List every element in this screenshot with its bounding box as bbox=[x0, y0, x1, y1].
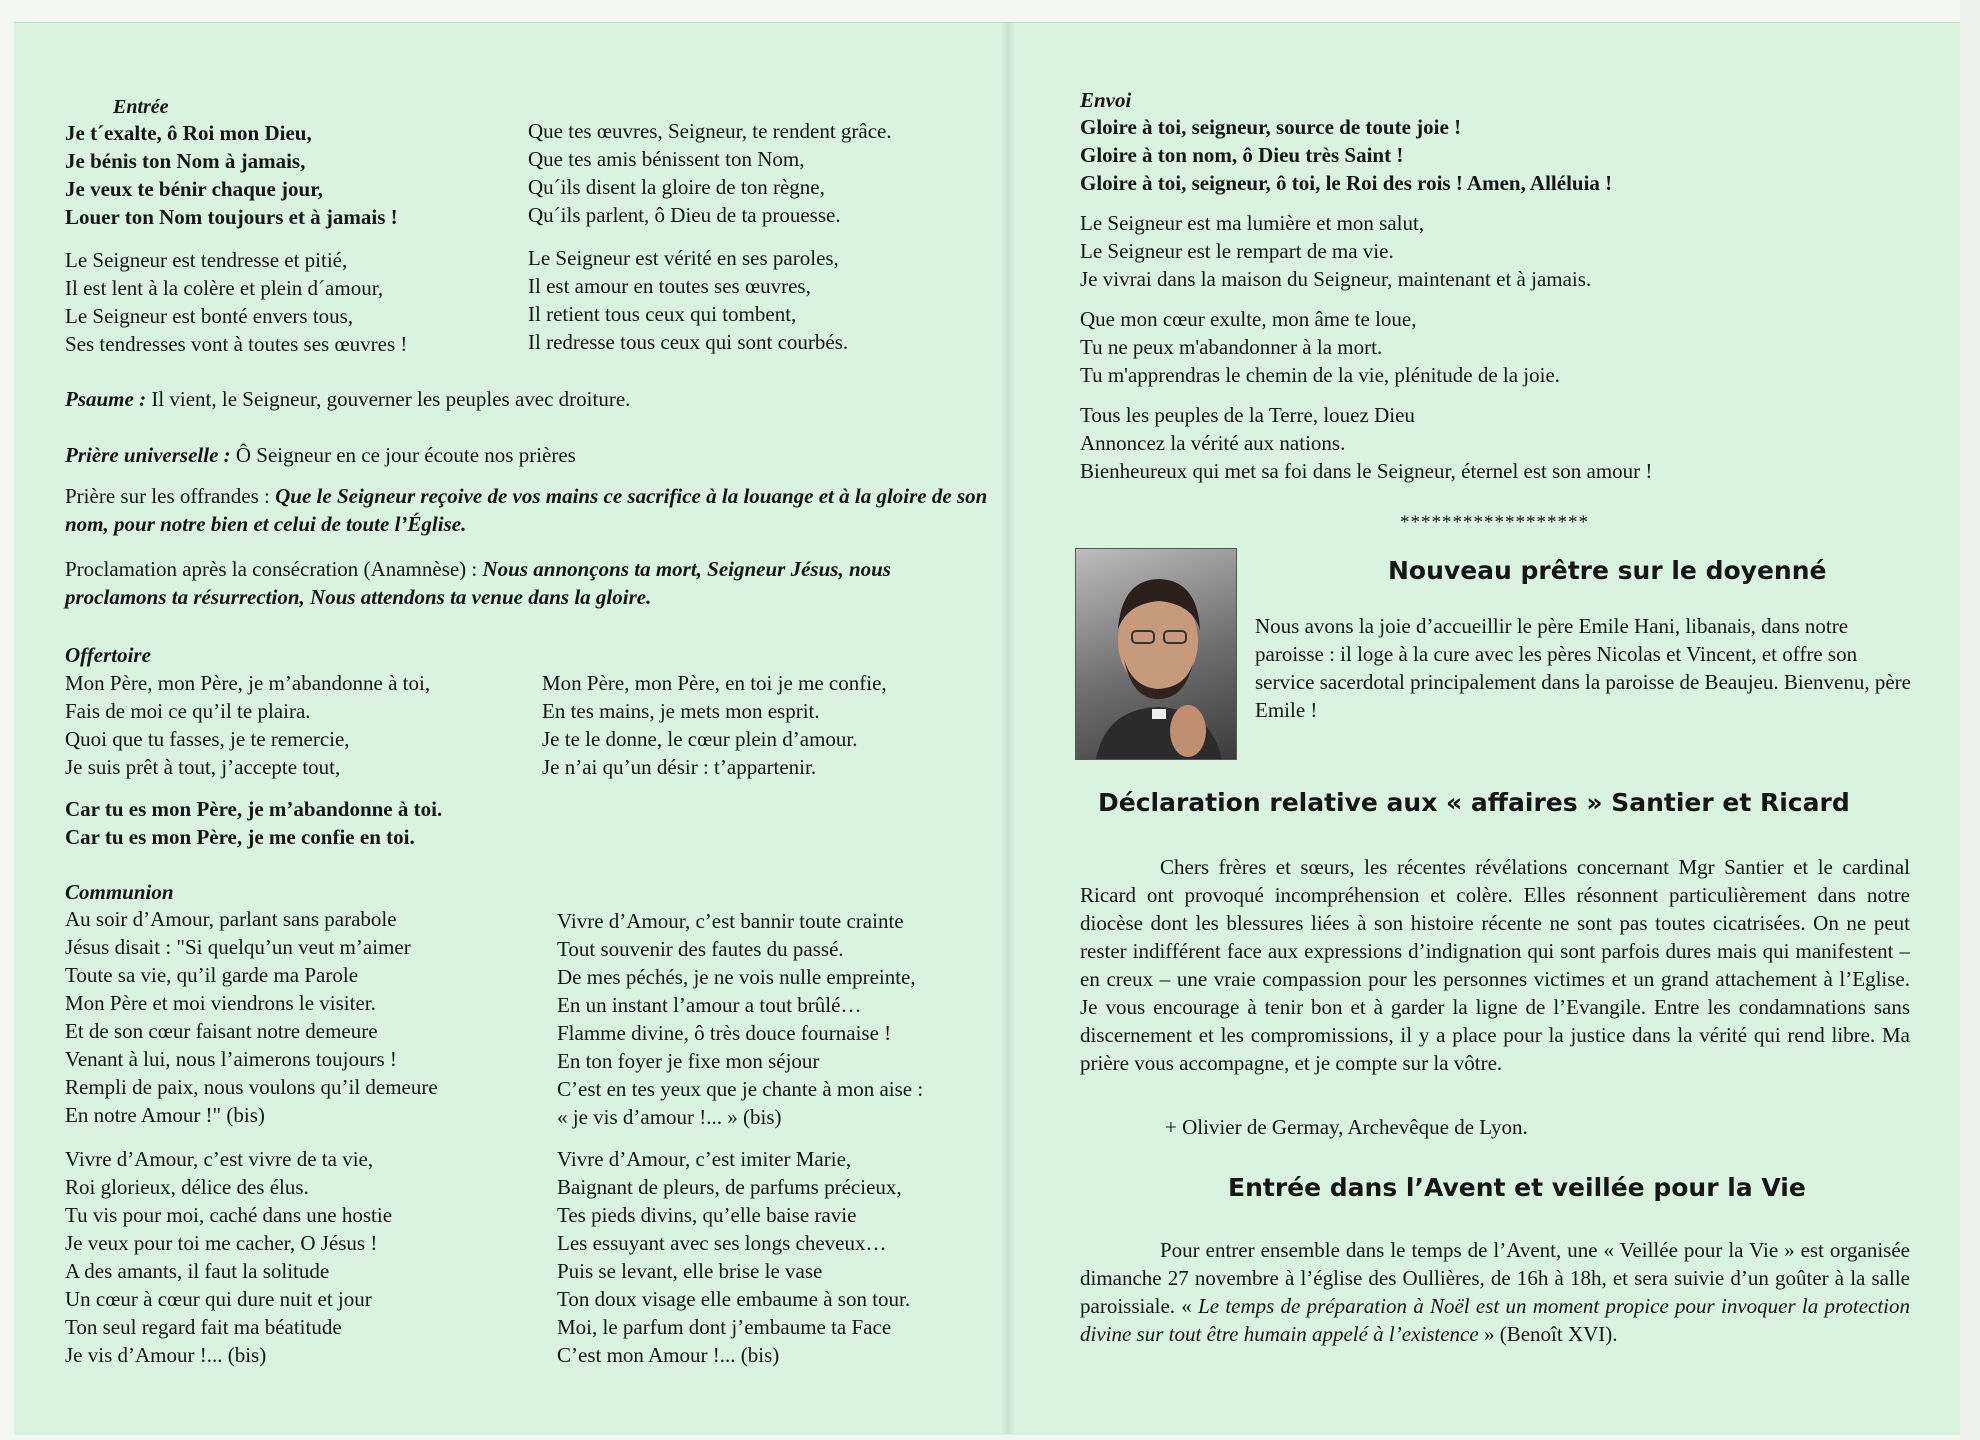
priere-universelle bbox=[65, 441, 985, 469]
psaume bbox=[65, 385, 985, 413]
communion-stanza-2: Vivre d’Amour, c’est bannir toute crainte Tout souvenir des fautes du passé. De mes péchés, je ne vois nulle empreinte, En un instant l’amour a tout brûlé… Flamme divine, ô très douce fournaise ! En ton foyer je fixe mon séjour C’est en tes yeux que je chante à mon aise : « je vis d’amour !... » (bis) bbox=[557, 909, 924, 1129]
avent-text-start: Pour entrer ensemble dans le temps de l’Avent, une « Veillée pour la Vie » est organisée dimanche 27 novembre à l’église des Oullières, de 16h à 18h, et sera suivie d’un goûter à la salle paroissiale. « bbox=[1080, 1238, 1910, 1318]
offertoire-col1: Mon Père, mon Père, je m’abandonne à toi, Fais de moi ce qu’il te plaira. Quoi que tu fasses, je te remercie, Je suis prêt à tout, j’accepte tout, bbox=[65, 671, 431, 779]
envoi-refrain: Gloire à toi, seigneur, source de toute joie ! Gloire à ton nom, ô Dieu très Saint ! Gloire à toi, seigneur, ô toi, le Roi des rois ! Amen, Alléluia ! bbox=[1080, 115, 1613, 195]
priest-portrait-icon bbox=[1076, 549, 1236, 759]
anamnese bbox=[65, 555, 990, 611]
avent-text bbox=[1080, 1236, 1910, 1348]
entree-stanza-right: Le Seigneur est vérité en ses paroles, Il est amour en toutes ses œuvres, Il retient tous ceux qui tombent, Il redresse tous ceux qui sont courbés. bbox=[528, 246, 849, 354]
psaume-text: Il vient, le Seigneur, gouverner les peuples avec droiture. bbox=[146, 387, 631, 411]
anamnese-label: Proclamation après la consécration (Anamnèse) : bbox=[65, 557, 483, 581]
offertoire-title: Offertoire bbox=[65, 643, 151, 667]
envoi-stanza-2: Que mon cœur exulte, mon âme te loue, Tu ne peux m'abandonner à la mort. Tu m'apprendras le chemin de la vie, plénitude de la joie. bbox=[1080, 307, 1561, 387]
entree-refrain: Je t´exalte, ô Roi mon Dieu, Je bénis ton Nom à jamais, Je veux te bénir chaque jour, Louer ton Nom toujours et à jamais ! bbox=[65, 121, 398, 229]
avent-title: Entrée dans l’Avent et veillée pour la Vie bbox=[1228, 1173, 1806, 1202]
psaume-label: Psaume : bbox=[65, 387, 147, 411]
declaration-text: Chers frères et sœurs, les récentes révélations concernant Mgr Santier et le cardinal Ricard ont provoqué incompréhension et colère. Elles résonnent particulièrement dans notre diocèse dont les blessures liées à son histoire récente ne sont pas toutes cicatrisées. On ne peut rester indifférent face aux expressions d’indignation qui sont parfois dures mais qui manifestent – en creux – une vraie compassion pour les personnes victimes et un grand attachement à l’Eglise. Je vous encourage à tenir bon et à garder la ligne de l’Evangile. Entre les condamnations sans discernement et les compromissions, il y a place pour la justice dans la vérité qui rend libre. Ma prière vous accompagne, et je compte sur la vôtre. bbox=[1080, 855, 1910, 1075]
entree-refrain-right: Que tes œuvres, Seigneur, te rendent grâce. Que tes amis bénissent ton Nom, Qu´ils disent la gloire de ton règne, Qu´ils parlent, ô Dieu de ta prouesse. bbox=[528, 119, 892, 227]
offertoire-refrain: Car tu es mon Père, je m’abandonne à toi. Car tu es mon Père, je me confie en toi. bbox=[65, 797, 443, 849]
pretre-text: Nous avons la joie d’accueillir le père Emile Hani, libanais, dans notre paroisse : il loge à la cure avec les pères Nicolas et Vincent, et offre son service sacerdotal principalement dans la paroisse de Beaujeu. Bienvenu, père Emile ! bbox=[1255, 614, 1911, 722]
declaration-title: Déclaration relative aux « affaires » Santier et Ricard bbox=[1098, 788, 1850, 817]
communion-stanza-3: Vivre d’Amour, c’est vivre de ta vie, Roi glorieux, délice des élus. Tu vis pour moi, caché dans une hostie Je veux pour toi me cacher, O Jésus ! A des amants, il faut la solitude Un cœur à cœur qui dure nuit et jour Ton seul regard fait ma béatitude Je vis d’Amour !... (bis) bbox=[65, 1147, 393, 1367]
priere-offrandes bbox=[65, 482, 990, 538]
pretre-title: Nouveau prêtre sur le doyenné bbox=[1388, 556, 1827, 585]
priere-offrandes-text: Que le Seigneur reçoive de vos mains ce sacrifice à la louange et à la gloire de son nom, pour notre bien et celui de toute l’Église. bbox=[65, 484, 988, 536]
envoi-title: Envoi bbox=[1080, 88, 1132, 112]
entree-title: Entrée bbox=[113, 96, 169, 118]
priere-universelle-label: Prière universelle : bbox=[65, 443, 231, 467]
envoi-stanza-3: Tous les peuples de la Terre, louez Dieu Annoncez la vérité aux nations. Bienheureux qui met sa foi dans le Seigneur, éternel est son amour ! bbox=[1080, 403, 1653, 483]
envoi-stanza-1: Le Seigneur est ma lumière et mon salut, Le Seigneur est le rempart de ma vie. Je vivrai dans la maison du Seigneur, maintenant et à jamais. bbox=[1080, 211, 1592, 291]
declaration-signature: + Olivier de Germay, Archevêque de Lyon. bbox=[1165, 1115, 1528, 1139]
avent-text-end: » (Benoît XVI). bbox=[1478, 1322, 1618, 1346]
anamnese-text: Nous annonçons ta mort, Seigneur Jésus, nous proclamons ta résurrection, Nous attendons ta venue dans la gloire. bbox=[65, 557, 891, 609]
communion-stanza-4: Vivre d’Amour, c’est imiter Marie, Baignant de pleurs, de parfums précieux, Tes pieds divins, qu’elle baise ravie Les essuyant avec ses longs cheveux… Puis se levant, elle brise le vase Ton doux visage elle embaume à son tour. Moi, le parfum dont j’embaume ta Face C’est mon Amour !... (bis) bbox=[557, 1147, 911, 1367]
communion-stanza-1: Au soir d’Amour, parlant sans parabole Jésus disait : "Si quelqu’un veut m’aimer Toute sa vie, qu’il garde ma Parole Mon Père et moi viendrons le visiter. Et de son cœur faisant notre demeure Venant à lui, nous l’aimerons toujours ! Rempli de paix, nous voulons qu’il demeure En notre Amour !" (bis) bbox=[65, 907, 438, 1127]
offertoire-col2: Mon Père, mon Père, en toi je me confie, En tes mains, je mets mon esprit. Je te le donne, le cœur plein d’amour. Je n’ai qu’un désir : t’appartenir. bbox=[542, 671, 887, 779]
separator: ****************** bbox=[1400, 512, 1589, 533]
scan-edge bbox=[1960, 0, 1980, 1440]
entree-stanza-left: Le Seigneur est tendresse et pitié, Il est lent à la colère et plein d´amour, Le Seigneur est bonté envers tous, Ses tendresses vont à toutes ses œuvres ! bbox=[65, 248, 408, 356]
priest-photo bbox=[1075, 548, 1237, 760]
avent-quote: Le temps de préparation à Noël est un moment propice pour invoquer la protection divine sur tout être humain appelé à l’existence bbox=[1080, 1294, 1910, 1346]
page-fold bbox=[1001, 22, 1015, 1434]
priere-offrandes-label: Prière sur les offrandes : bbox=[65, 484, 276, 508]
priere-universelle-text: Ô Seigneur en ce jour écoute nos prières bbox=[230, 443, 576, 467]
communion-title: Communion bbox=[65, 880, 174, 904]
